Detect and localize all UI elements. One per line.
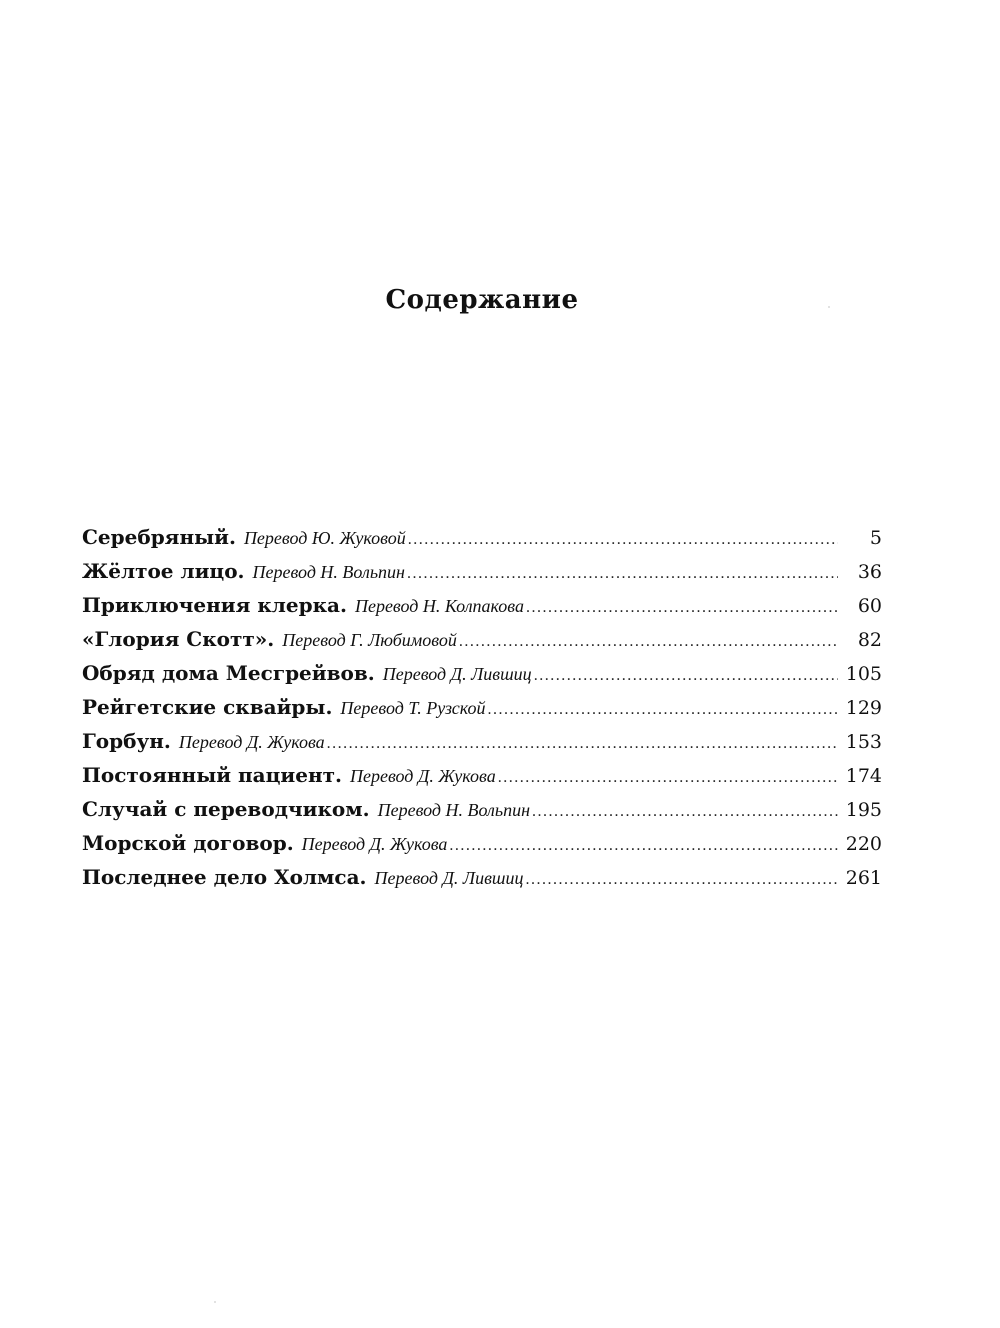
toc-entry[interactable] <box>82 520 882 554</box>
entry-title: Случай с переводчиком. <box>82 797 370 821</box>
entry-translator: Перевод Н. Колпакова <box>354 596 524 616</box>
entry-page-number: 60 <box>857 595 882 617</box>
paper-speck <box>214 1301 216 1303</box>
entry-title: «Глория Скотт». <box>82 627 275 651</box>
table-of-contents <box>82 520 882 894</box>
entry-translator: Перевод Н. Вольпин <box>377 800 531 820</box>
entry-page-number: 220 <box>845 833 882 855</box>
toc-entry[interactable] <box>82 690 882 724</box>
entry-title: Обряд дома Месгрейвов. <box>82 661 375 685</box>
dot-leader <box>498 761 838 795</box>
entry-translator: Перевод Д. Жукова <box>349 766 496 786</box>
dot-leader <box>327 727 838 761</box>
entry-translator: Перевод Д. Лившиц <box>382 664 532 684</box>
entry-translator: Перевод Ю. Жуковой <box>243 528 406 548</box>
entry-page-number: 261 <box>845 867 882 889</box>
entry-title: Горбун. <box>82 729 171 753</box>
entry-title: Морской договор. <box>82 831 294 855</box>
entry-page-number: 5 <box>869 527 882 549</box>
entry-title: Последнее дело Холмса. <box>82 865 367 889</box>
entry-page-number: 36 <box>857 561 882 583</box>
toc-entry[interactable] <box>82 792 882 826</box>
entry-translator: Перевод Г. Любимовой <box>282 630 457 650</box>
dot-leader <box>487 693 838 727</box>
entry-translator: Перевод Д. Жукова <box>301 834 448 854</box>
toc-entry[interactable] <box>82 622 882 656</box>
dot-leader <box>525 863 838 897</box>
entry-page-number: 129 <box>845 697 882 719</box>
entry-translator: Перевод Д. Жукова <box>178 732 325 752</box>
entry-page-number: 195 <box>845 799 882 821</box>
paper-speck <box>828 306 830 308</box>
entry-title: Постоянный пациент. <box>82 763 342 787</box>
toc-entry[interactable] <box>82 588 882 622</box>
entry-page-number: 153 <box>845 731 882 753</box>
entry-title: Серебряный. <box>82 525 236 549</box>
entry-title: Рейгетские сквайры. <box>82 695 333 719</box>
toc-entry[interactable] <box>82 554 882 588</box>
dot-leader <box>526 591 838 625</box>
dot-leader <box>408 523 838 557</box>
toc-entry[interactable] <box>82 826 882 860</box>
toc-entry[interactable] <box>82 724 882 758</box>
entry-title: Приключения клерка. <box>82 593 347 617</box>
entry-page-number: 174 <box>845 765 882 787</box>
entry-page-number: 82 <box>857 629 882 651</box>
entry-translator: Перевод Д. Лившиц <box>374 868 524 888</box>
dot-leader <box>449 829 838 863</box>
entry-translator: Перевод Т. Рузской <box>340 698 486 718</box>
entry-title: Жёлтое лицо. <box>82 559 245 583</box>
toc-entry[interactable] <box>82 656 882 690</box>
page-title: Содержание <box>385 285 579 315</box>
toc-entry[interactable] <box>82 860 882 894</box>
dot-leader <box>534 659 838 693</box>
dot-leader <box>407 557 838 591</box>
toc-entry[interactable] <box>82 758 882 792</box>
dot-leader <box>459 625 838 659</box>
entry-translator: Перевод Н. Вольпин <box>252 562 405 582</box>
entry-page-number: 105 <box>845 663 882 685</box>
dot-leader <box>532 795 838 829</box>
